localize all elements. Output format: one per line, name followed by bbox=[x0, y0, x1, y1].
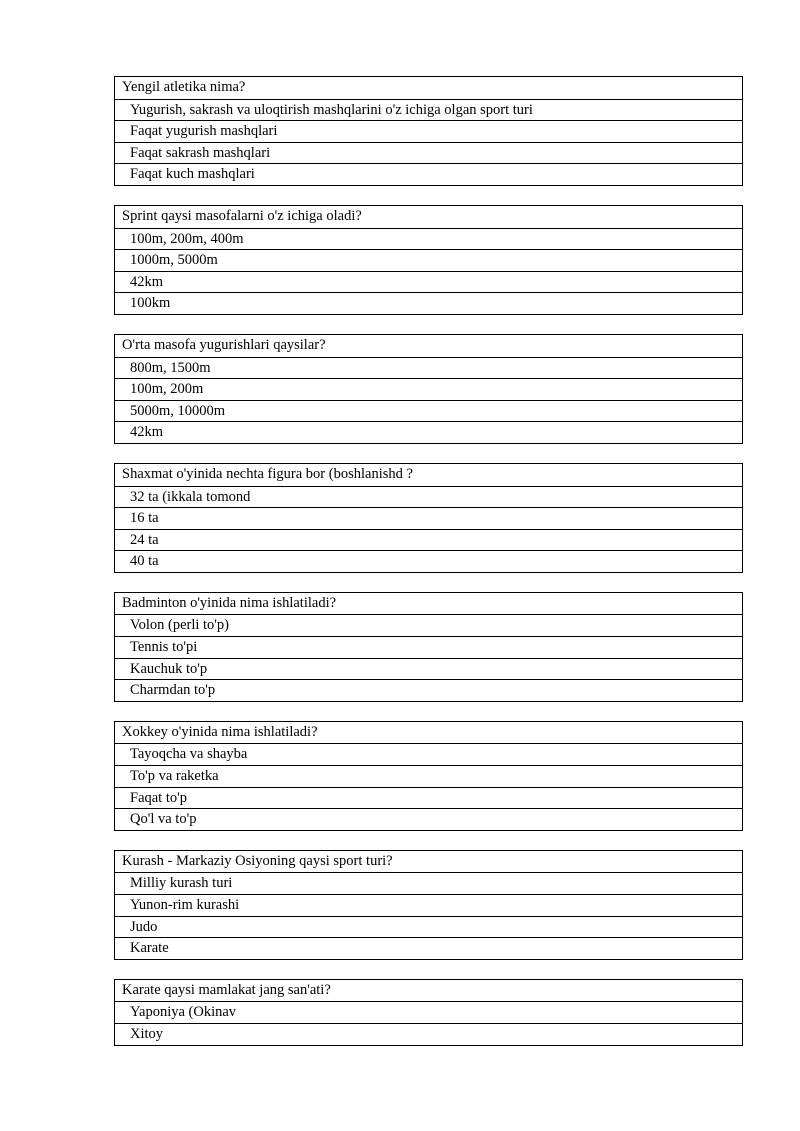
question-text: O'rta masofa yugurishlari qaysilar? bbox=[122, 336, 326, 353]
answer-option: Xitoy bbox=[115, 1023, 742, 1045]
answer-option: Judo bbox=[115, 916, 742, 938]
answer-option: 100km bbox=[115, 292, 742, 314]
question-text: Yengil atletika nima? bbox=[122, 79, 246, 95]
answer-option: Faqat kuch mashqlari bbox=[115, 163, 742, 185]
answer-option: 32 ta (ikkala tomond bbox=[115, 486, 742, 508]
answer-option: Kauchuk to'p bbox=[115, 658, 742, 680]
answer-option: 800m, 1500m bbox=[115, 357, 742, 379]
answer-option: Volon (perli to'p) bbox=[115, 614, 742, 636]
answer-option: Faqat sakrash mashqlari bbox=[115, 142, 742, 164]
answer-option: 24 ta bbox=[115, 529, 742, 551]
question-block bbox=[114, 205, 743, 315]
question-block bbox=[114, 334, 743, 444]
answer-option: 5000m, 10000m bbox=[115, 400, 742, 422]
question-text: Shaxmat o'yinida nechta figura bor (boshlanishd ? bbox=[122, 465, 413, 482]
question-block bbox=[114, 850, 743, 960]
answer-option: Qo'l va to'p bbox=[115, 808, 742, 830]
question-text: Xokkey o'yinida nima ishlatiladi? bbox=[122, 723, 318, 740]
question-text: Karate qaysi mamlakat jang san'ati? bbox=[122, 981, 331, 998]
answer-option: 100m, 200m, 400m bbox=[115, 228, 742, 250]
answer-option: Faqat yugurish mashqlari bbox=[115, 120, 742, 142]
answer-option: Yugurish, sakrash va uloqtirish mashqlarini o'z ichiga olgan sport turi bbox=[115, 99, 742, 121]
answer-option: To'p va raketka bbox=[115, 765, 742, 787]
answer-option: 42km bbox=[115, 421, 742, 443]
answer-option: Charmdan to'p bbox=[115, 679, 742, 701]
question-text: Kurash - Markaziy Osiyoning qaysi sport turi? bbox=[122, 852, 393, 869]
answer-option: 40 ta bbox=[115, 550, 742, 572]
quiz-document bbox=[114, 76, 743, 1065]
answer-option: Faqat to'p bbox=[115, 787, 742, 809]
answer-option: 16 ta bbox=[115, 507, 742, 529]
question-block bbox=[114, 592, 743, 702]
answer-option: 42km bbox=[115, 271, 742, 293]
answer-option: Yaponiya (Okinav bbox=[115, 1001, 742, 1023]
question-text: Sprint qaysi masofalarni o'z ichiga oladi? bbox=[122, 207, 362, 224]
question-block bbox=[114, 463, 743, 573]
question-block bbox=[114, 721, 743, 831]
answer-option: Tennis to'pi bbox=[115, 636, 742, 658]
answer-option: Karate bbox=[115, 937, 742, 959]
answer-option: Yunon-rim kurashi bbox=[115, 894, 742, 916]
answer-option: 1000m, 5000m bbox=[115, 249, 742, 271]
question-text: Badminton o'yinida nima ishlatiladi? bbox=[122, 594, 337, 611]
answer-option: Tayoqcha va shayba bbox=[115, 743, 742, 765]
question-block bbox=[114, 76, 743, 186]
answer-option: Milliy kurash turi bbox=[115, 872, 742, 894]
question-block bbox=[114, 979, 743, 1046]
answer-option: 100m, 200m bbox=[115, 378, 742, 400]
